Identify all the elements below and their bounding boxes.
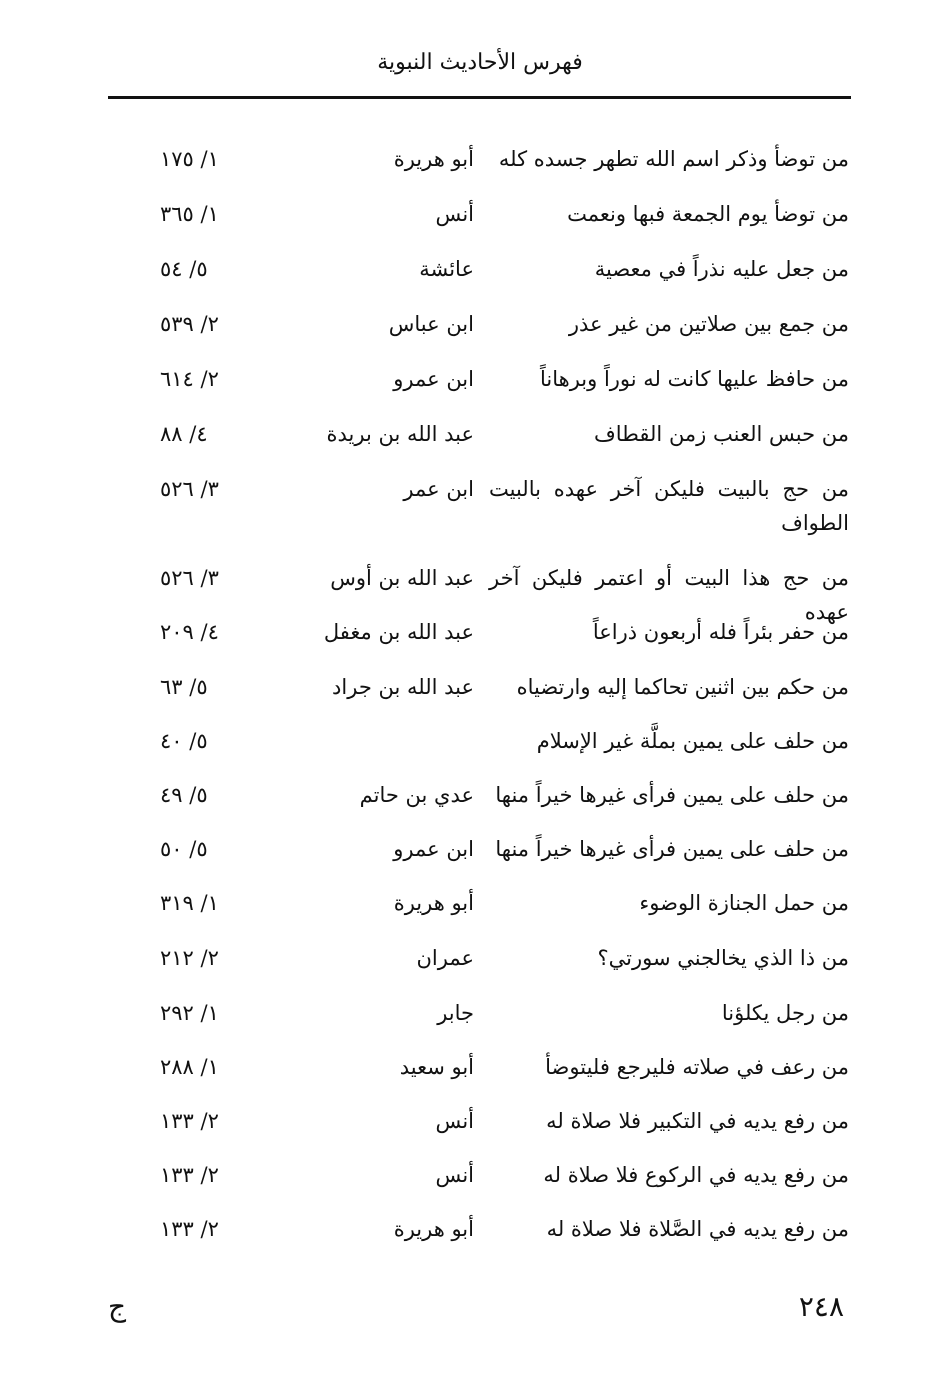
volume-page-ref: ١/ ٢٩٢	[160, 1001, 219, 1025]
volume-page-ref: ٥/ ٥٠	[160, 837, 208, 861]
volume-page-ref: ١/ ٢٨٨	[160, 1055, 219, 1079]
page-title: فهرس الأحاديث النبوية	[377, 50, 583, 75]
signature-mark: ج	[108, 1290, 127, 1323]
volume-page-ref: ٢/ ٥٣٩	[160, 312, 219, 336]
hadith-text: من حج هذا البيت أو اعتمر فليكن آخر عهده	[489, 566, 849, 624]
hadith-text: من حكم بين اثنين تحاكما إليه وارتضياه	[516, 675, 849, 699]
narrator-name: أبو سعيد	[399, 1055, 474, 1079]
volume-page-ref: ٥/ ٦٣	[160, 675, 208, 699]
hadith-text: من ذا الذي يخالجني سورتي؟	[597, 946, 849, 970]
narrator-name: ابن عباس	[388, 312, 474, 336]
narrator-name: أبو هريرة	[393, 891, 474, 915]
hadith-text: من حلف على يمين فرأى غيرها خيراً منها	[495, 783, 849, 807]
hadith-text: من حافظ عليها كانت له نوراً وبرهاناً	[539, 367, 849, 391]
volume-page-ref: ٥/ ٥٤	[160, 257, 208, 281]
narrator-name: عبد الله بن بريدة	[326, 422, 474, 446]
volume-page-ref: ١/ ٣١٩	[160, 891, 219, 915]
hadith-text: من توضأ يوم الجمعة فبها ونعمت	[567, 202, 849, 226]
narrator-name: عائشة	[419, 257, 474, 281]
hadith-text: من جعل عليه نذراً في معصية	[594, 257, 849, 281]
hadith-text: من رفع يديه في الصَّلاة فلا صلاة له	[546, 1217, 849, 1241]
hadith-text: من حلف على يمين فرأى غيرها خيراً منها	[495, 837, 849, 861]
volume-page-ref: ٢/ ١٣٣	[160, 1217, 219, 1241]
volume-page-ref: ٤/ ٢٠٩	[160, 620, 219, 644]
narrator-name: أنس	[435, 1163, 474, 1187]
narrator-name: ابن عمر	[403, 477, 474, 501]
volume-page-ref: ٥/ ٤٩	[160, 783, 208, 807]
volume-page-ref: ١/ ١٧٥	[160, 147, 219, 171]
volume-page-ref: ٤/ ٨٨	[160, 422, 208, 446]
hadith-text: من جمع بين صلاتين من غير عذر	[568, 312, 849, 336]
volume-page-ref: ٢/ ١٣٣	[160, 1163, 219, 1187]
narrator-name: عدي بن حاتم	[359, 783, 474, 807]
volume-page-ref: ٢/ ١٣٣	[160, 1109, 219, 1133]
narrator-name: أنس	[435, 1109, 474, 1133]
hadith-text: من حفر بئراً فله أربعون ذراعاً	[592, 620, 849, 644]
hadith-text: من رعف في صلاته فليرجع فليتوضأ	[545, 1055, 849, 1079]
hadith-text: من توضأ وذكر اسم الله تطهر جسده كله	[498, 147, 849, 171]
hadith-text: من رفع يديه في التكبير فلا صلاة له	[546, 1109, 849, 1133]
narrator-name: أنس	[435, 202, 474, 226]
hadith-text: من حلف على يمين بملَّة غير الإسلام	[536, 729, 849, 753]
volume-page-ref: ١/ ٣٦٥	[160, 202, 219, 226]
volume-page-ref: ٣/ ٥٢٦	[160, 566, 219, 590]
narrator-name: عمران	[416, 946, 474, 970]
narrator-name: أبو هريرة	[393, 147, 474, 171]
narrator-name: أبو هريرة	[393, 1217, 474, 1241]
volume-page-ref: ٣/ ٥٢٦	[160, 477, 219, 501]
hadith-text: من رفع يديه في الركوع فلا صلاة له	[543, 1163, 849, 1187]
volume-page-ref: ٢/ ٢١٢	[160, 946, 219, 970]
narrator-name: ابن عمرو	[393, 837, 474, 861]
hadith-text: من رجل يكلؤنا	[721, 1001, 849, 1025]
hadith-text: من حج بالبيت فليكن آخر عهده بالبيت الطواف	[489, 477, 849, 535]
volume-page-ref: ٥/ ٤٠	[160, 729, 208, 753]
hadith-text: من حمل الجنازة الوضوء	[639, 891, 849, 915]
page-number: ٢٤٨	[798, 1290, 844, 1323]
narrator-name: جابر	[437, 1001, 474, 1025]
narrator-name: ابن عمرو	[393, 367, 474, 391]
hadith-text: من حبس العنب زمن القطاف	[594, 422, 849, 446]
narrator-name: عبد الله بن جراد	[332, 675, 474, 699]
narrator-name: عبد الله بن مغفل	[323, 620, 474, 644]
volume-page-ref: ٢/ ٦١٤	[160, 367, 219, 391]
narrator-name: عبد الله بن أوس	[330, 566, 474, 590]
